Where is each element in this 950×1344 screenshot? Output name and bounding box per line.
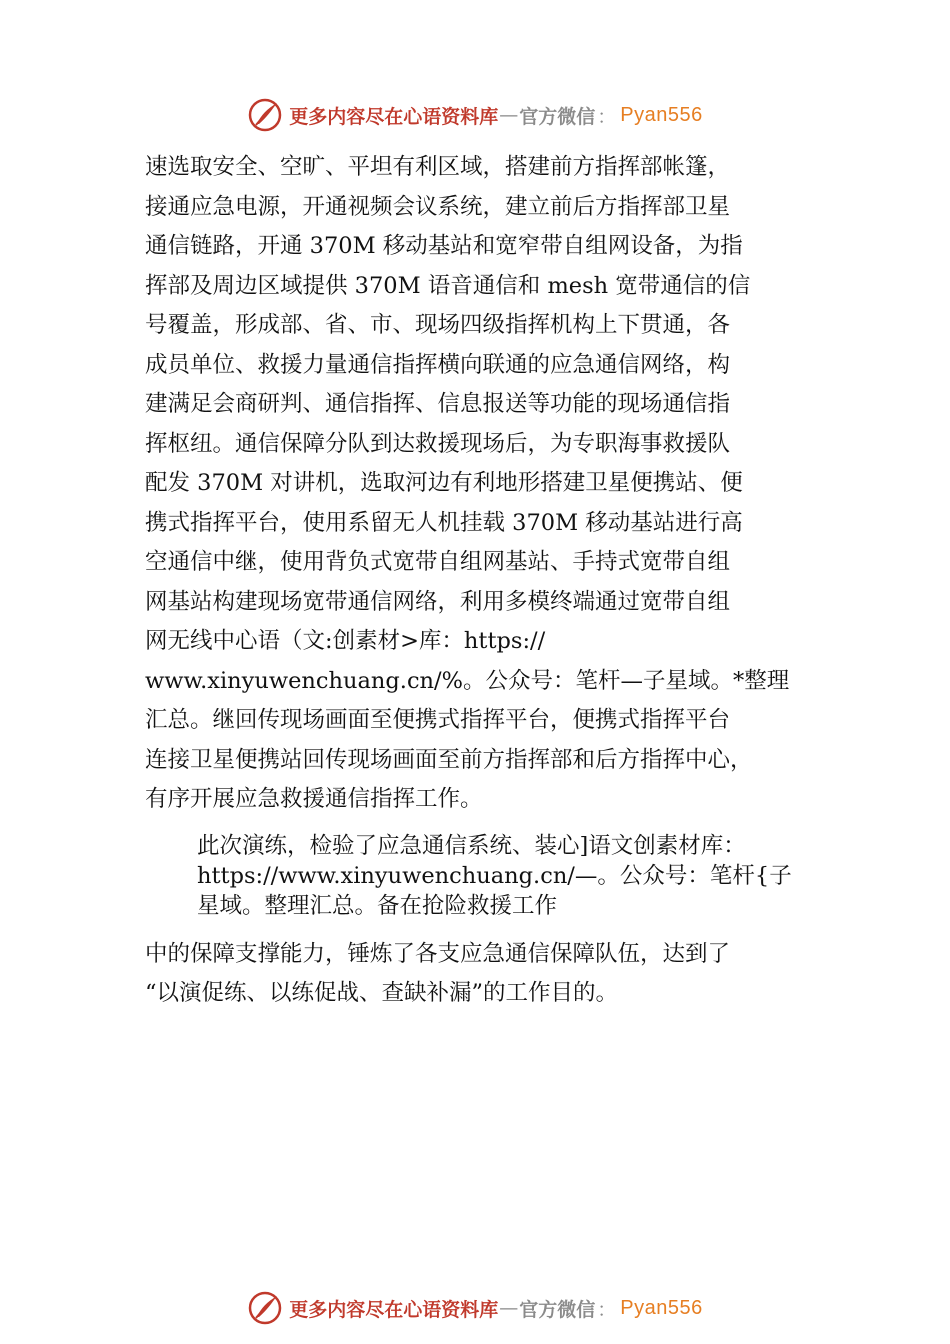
text-line: 通信链路，开通 370M 移动基站和宽窄带自组网设备，为指 (145, 233, 743, 259)
banner-wechat-label: 官方微信 (519, 105, 596, 128)
text-line: 挥枢纽。通信保障分队到达救援现场后，为专职海事救援队 (145, 430, 731, 457)
banner-dash: — (499, 104, 519, 126)
paragraph-1 (145, 148, 825, 820)
quill-logo-icon (247, 97, 283, 133)
text-line: www.xinyuwenchuang.cn/%。公众号：笔杆—子星域。*整理 (145, 667, 790, 694)
banner-title: 更多内容尽在心语资料库 (289, 1298, 499, 1321)
header-banner (0, 95, 950, 135)
text-line: https://www.xinyuwenchuang.cn/—。公众号：笔杆{子 (197, 862, 792, 889)
text-line: 建满足会商研判、通信指挥、信息报送等功能的现场通信指 (145, 391, 731, 417)
banner-title: 更多内容尽在心语资料库 (289, 105, 499, 128)
text-line: 中的保障支撑能力，锤炼了各支应急通信保障队伍，达到了 (145, 940, 731, 967)
text-line: 空通信中继，使用背负式宽带自组网基站、手持式宽带自组 (145, 549, 731, 575)
text-line: 汇总。继回传现场画面至便携式指挥平台，便携式指挥平台 (145, 707, 731, 733)
banner-wechat-label: 官方微信 (519, 1298, 596, 1321)
footer-banner (0, 1288, 950, 1328)
text-line: 配发 370M 对讲机，选取河边有利地形搭建卫星便携站、便 (145, 470, 743, 496)
document-body (145, 148, 825, 1014)
text-line: 有序开展应急救援通信指挥工作。 (145, 786, 483, 812)
text-line: 号覆盖，形成部、省、市、现场四级指挥机构上下贯通，各 (145, 312, 731, 338)
paragraph-3 (145, 935, 825, 1014)
text-line: 网无线中心语（文:创素材>库：https:// (145, 628, 546, 654)
text-line: 接通应急电源，开通视频会议系统，建立前后方指挥部卫星 (145, 193, 731, 220)
banner-dash: — (499, 1297, 519, 1319)
paragraph-2 (145, 831, 825, 921)
text-line: 此次演练，检验了应急通信系统、装心]语文创素材库： (197, 832, 746, 859)
text-line: 挥部及周边区域提供 370M 语音通信和 mesh 宽带通信的信 (145, 272, 751, 299)
text-line: 成员单位、救援力量通信指挥横向联通的应急通信网络，构 (145, 351, 731, 378)
text-line: 连接卫星便携站回传现场画面至前方指挥部和后方指挥中心， (145, 746, 753, 773)
banner-wechat-id: Pyan556 (620, 103, 703, 126)
banner-colon: ： (597, 1298, 617, 1321)
banner-wechat-id: Pyan556 (620, 1296, 703, 1319)
text-line: 星域。整理汇总。备在抢险救援工作 (197, 892, 558, 919)
banner-colon: ： (597, 105, 617, 128)
text-line: 速选取安全、空旷、平坦有利区域，搭建前方指挥部帐篷， (145, 154, 731, 180)
text-line: 网基站构建现场宽带通信网络，利用多模终端通过宽带自组 (145, 588, 731, 615)
quill-logo-icon (247, 1290, 283, 1326)
text-line: 携式指挥平台，使用系留无人机挂载 370M 移动基站进行高 (145, 509, 743, 536)
text-line: “以演促练、以练促战、查缺补漏”的工作目的。 (145, 980, 619, 1006)
